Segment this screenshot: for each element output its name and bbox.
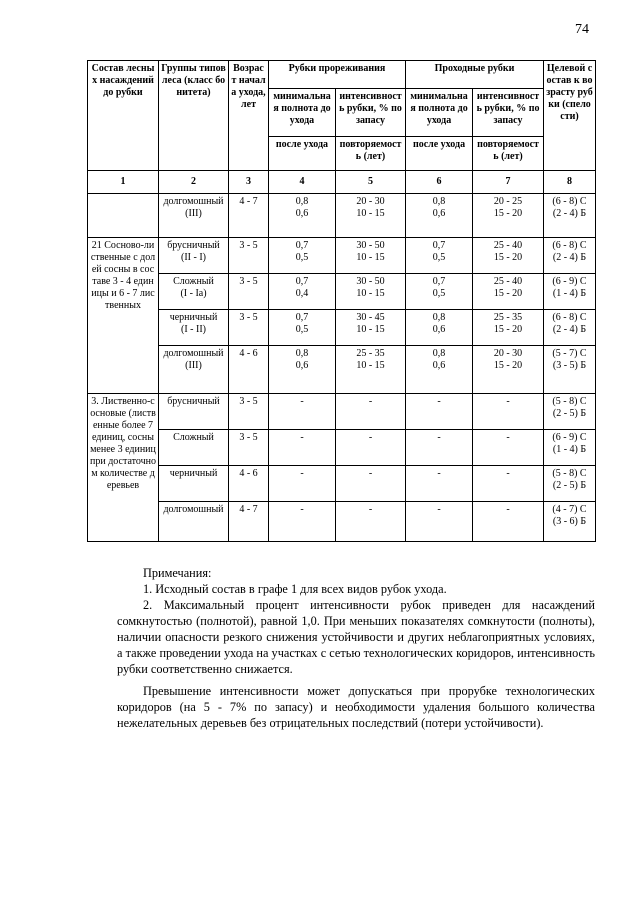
forest-care-table	[87, 60, 596, 542]
forest-type-cell: черничный (I - II)	[159, 310, 229, 346]
notes-section	[117, 565, 595, 731]
thinning-density-cell: 0,8 0,6	[269, 346, 336, 394]
note-1: 1. Исходный состав в графе 1 для всех видов рубок ухода.	[143, 582, 447, 596]
thinning-intensity-cell: 30 - 50 10 - 15	[336, 238, 406, 274]
thinning-density-cell: -	[269, 430, 336, 466]
page-number: 74	[575, 22, 589, 37]
header-target: Целевой состав к возрасту рубки (спелости)	[544, 61, 596, 171]
table-row	[88, 238, 596, 274]
column-number: 1	[88, 171, 159, 194]
target-cell: (5 - 8) С (2 - 5) Б	[544, 394, 596, 430]
thinning-intensity-cell: -	[336, 394, 406, 430]
thinning-intensity-cell: 30 - 50 10 - 15	[336, 274, 406, 310]
thinning-intensity-cell: -	[336, 466, 406, 502]
passage-density-cell: 0,8 0,6	[406, 346, 473, 394]
forest-type-cell: черничный	[159, 466, 229, 502]
age-cell: 4 - 6	[229, 466, 269, 502]
thinning-density-cell: -	[269, 502, 336, 542]
age-cell: 4 - 7	[229, 502, 269, 542]
passage-density-cell: 0,7 0,5	[406, 238, 473, 274]
passage-density-cell: 0,8 0,6	[406, 194, 473, 238]
header-passage: Проходные рубки	[406, 61, 544, 89]
table-row	[88, 194, 596, 238]
passage-intensity-cell: -	[473, 394, 544, 430]
thinning-density-cell: 0,7 0,4	[269, 274, 336, 310]
age-cell: 3 - 5	[229, 274, 269, 310]
thinning-intensity-cell: 30 - 45 10 - 15	[336, 310, 406, 346]
target-cell: (6 - 9) С (1 - 4) Б	[544, 430, 596, 466]
target-cell: (6 - 8) С (2 - 4) Б	[544, 310, 596, 346]
header-min-density: минимальная полнота до ухода	[406, 89, 473, 137]
notes-title: Примечания:	[143, 566, 212, 580]
passage-intensity-cell: 25 - 40 15 - 20	[473, 238, 544, 274]
column-number: 3	[229, 171, 269, 194]
target-cell: (4 - 7) С (3 - 6) Б	[544, 502, 596, 542]
passage-density-cell: -	[406, 394, 473, 430]
age-cell: 3 - 5	[229, 430, 269, 466]
passage-density-cell: 0,7 0,5	[406, 274, 473, 310]
thinning-density-cell: 0,7 0,5	[269, 238, 336, 274]
forest-type-cell: долгомошный (III)	[159, 346, 229, 394]
passage-intensity-cell: -	[473, 430, 544, 466]
header-after-care: после ухода	[406, 137, 473, 171]
target-cell: (6 - 9) С (1 - 4) Б	[544, 274, 596, 310]
composition-cell: 3. Лиственно-сосновые (лиственные более 7 единиц, сосны менее 3 единиц при достаточном количестве деревьев	[88, 394, 159, 542]
header-intensity: интенсивность рубки, % по запасу	[473, 89, 544, 137]
table-row	[88, 430, 596, 466]
target-cell: (5 - 8) С (2 - 5) Б	[544, 466, 596, 502]
age-cell: 3 - 5	[229, 238, 269, 274]
column-number: 4	[269, 171, 336, 194]
passage-intensity-cell: 20 - 30 15 - 20	[473, 346, 544, 394]
header-thinning: Рубки прореживания	[269, 61, 406, 89]
table-row	[88, 502, 596, 542]
age-cell: 3 - 5	[229, 310, 269, 346]
forest-type-cell: Сложный (I - Ia)	[159, 274, 229, 310]
thinning-intensity-cell: -	[336, 502, 406, 542]
thinning-intensity-cell: -	[336, 430, 406, 466]
thinning-density-cell: -	[269, 466, 336, 502]
thinning-intensity-cell: 25 - 35 10 - 15	[336, 346, 406, 394]
age-cell: 4 - 7	[229, 194, 269, 238]
forest-type-cell: брусничный	[159, 394, 229, 430]
age-cell: 4 - 6	[229, 346, 269, 394]
passage-intensity-cell: -	[473, 466, 544, 502]
target-cell: (6 - 8) С (2 - 4) Б	[544, 194, 596, 238]
age-cell: 3 - 5	[229, 394, 269, 430]
table-row	[88, 346, 596, 394]
header-min-density: минимальная полнота до ухода	[269, 89, 336, 137]
passage-intensity-cell: 25 - 40 15 - 20	[473, 274, 544, 310]
table-row	[88, 466, 596, 502]
target-cell: (5 - 7) С (3 - 5) Б	[544, 346, 596, 394]
passage-density-cell: -	[406, 466, 473, 502]
forest-type-cell: долгомошный	[159, 502, 229, 542]
column-number: 8	[544, 171, 596, 194]
header-age: Возраст начала ухода, лет	[229, 61, 269, 171]
passage-density-cell: -	[406, 430, 473, 466]
forest-type-cell: Сложный	[159, 430, 229, 466]
note-3: Превышение интенсивности может допускаться при прорубке технологических коридоров (на 5 - 7% по запасу) и необходимости удаления большого количества нежелательных деревьев без отрицательных последствий (потери устойчивости).	[117, 684, 595, 730]
thinning-density-cell: -	[269, 394, 336, 430]
header-intensity: интенсивность рубки, % по запасу	[336, 89, 406, 137]
passage-density-cell: 0,8 0,6	[406, 310, 473, 346]
passage-intensity-cell: 20 - 25 15 - 20	[473, 194, 544, 238]
header-after-care: после ухода	[269, 137, 336, 171]
table-row	[88, 310, 596, 346]
target-cell: (6 - 8) С (2 - 4) Б	[544, 238, 596, 274]
header-forest-group: Группы типов леса (класс бонитета)	[159, 61, 229, 171]
forest-type-cell: долгомошный (III)	[159, 194, 229, 238]
thinning-density-cell: 0,8 0,6	[269, 194, 336, 238]
header-repeat: повторяемость (лет)	[473, 137, 544, 171]
column-number: 2	[159, 171, 229, 194]
header-composition: Состав лесных насаждений до рубки	[88, 61, 159, 171]
thinning-density-cell: 0,7 0,5	[269, 310, 336, 346]
note-2: 2. Максимальный процент интенсивности рубок приведен для насаждений сомкнутостью (полнотой), равной 1,0. При меньших показателях сомкнутости (полноты), наличии опасности резкого снижения устойчивости и других неблагоприятных условиях, а также проведении ухода на участках с сетью технологических коридоров, интенсивность рубки соответственно снижается.	[117, 598, 595, 676]
column-number: 5	[336, 171, 406, 194]
table-row	[88, 274, 596, 310]
composition-cell	[88, 194, 159, 238]
column-number-row	[88, 171, 596, 194]
thinning-intensity-cell: 20 - 30 10 - 15	[336, 194, 406, 238]
forest-type-cell: брусничный (II - I)	[159, 238, 229, 274]
header-repeat: повторяемость (лет)	[336, 137, 406, 171]
passage-density-cell: -	[406, 502, 473, 542]
composition-cell: 21 Сосново-лиственные с долей сосны в составе 3 - 4 единицы и 6 - 7 лиственных	[88, 238, 159, 394]
passage-intensity-cell: -	[473, 502, 544, 542]
column-number: 7	[473, 171, 544, 194]
column-number: 6	[406, 171, 473, 194]
passage-intensity-cell: 25 - 35 15 - 20	[473, 310, 544, 346]
table-row	[88, 394, 596, 430]
